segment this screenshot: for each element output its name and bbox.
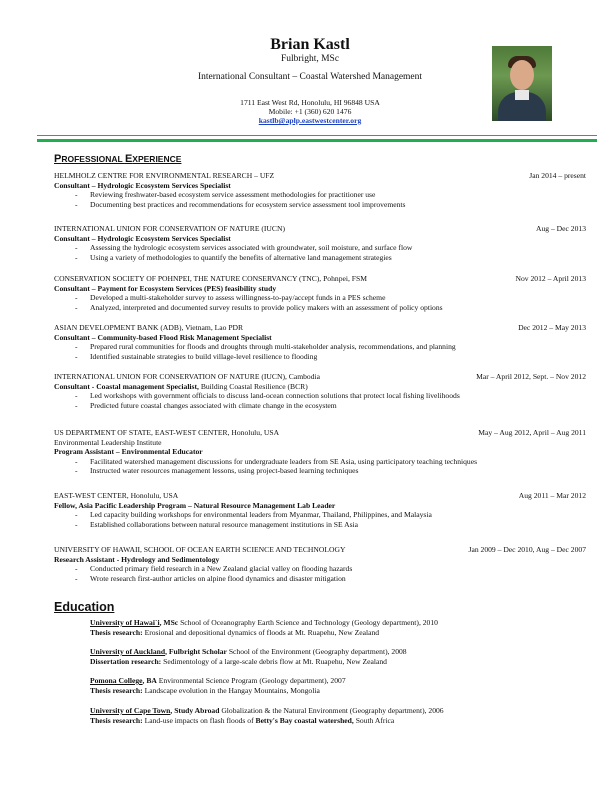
school-name: University of Hawai`i: [90, 618, 160, 627]
school-name: University of Cape Town: [90, 706, 171, 715]
degree: , Fulbright Scholar: [165, 647, 227, 656]
bullet-item: - Facilitated watershed management discussions for undergraduate leaders from SE Asia, using participatory teaching techniques: [54, 457, 586, 467]
research-label: Dissertation research:: [90, 656, 162, 666]
bullet-item: - Prepared rural communities for floods and droughts through multi-stakeholder analysis, recommendations, and planning: [54, 342, 586, 352]
research-detail: Erosional and depositional dynamics of floods at Mt. Ruapehu, New Zealand: [142, 627, 380, 637]
organization: CONSERVATION SOCIETY OF POHNPEI, THE NATURE CONSERVANCY (TNC), Pohnpei, FSM: [54, 274, 367, 283]
school-name: University of Auckland: [90, 647, 166, 656]
education-entry: [90, 618, 590, 637]
experience-entry: [54, 491, 586, 529]
experience-entry: [54, 224, 586, 262]
bullet-item: - Led workshops with government officials to discuss land-ocean connection solutions that protect local fishing livelihoods: [54, 391, 586, 401]
degree: , BA: [142, 676, 157, 685]
divider-thin: [37, 135, 597, 136]
dates: Jan 2009 – Dec 2010, Aug – Dec 2007: [468, 545, 586, 554]
research-detail: Landscape evolution in the Hangay Mountains, Mongolia: [142, 685, 320, 695]
dates: Mar – April 2012, Sept. – Nov 2012: [476, 372, 586, 381]
dates: Nov 2012 – April 2013: [515, 274, 586, 283]
research-label: Thesis research:: [90, 627, 143, 637]
organization: ASIAN DEVELOPMENT BANK (ADB), Vietnam, Lao PDR: [54, 323, 244, 332]
organization: INTERNATIONAL UNION FOR CONSERVATION OF NATURE (IUCN): [54, 224, 285, 233]
bullet-item: - Wrote research first-author articles on alpine flood dynamics and disaster mitigation: [54, 574, 586, 584]
program: School of the Environment (Geography department), 2008: [226, 647, 407, 656]
bullet-list: [54, 243, 586, 262]
role-suffix: Building Coastal Resilience (BCR): [198, 381, 308, 391]
dates: Aug – Dec 2013: [536, 224, 586, 233]
bullet-item: - Predicted future coastal changes associated with climate change in the ecosystem: [54, 401, 586, 411]
bullet-item: - Conducted primary field research in a New Zealand glacial valley on flooding hazards: [54, 564, 586, 574]
program: School of Oceanography Earth Science and Technology (Geology department), 2010: [178, 618, 438, 627]
program: Globalization & the Natural Environment (Geography department), 2006: [219, 706, 444, 715]
experience-entry: [54, 545, 586, 583]
role-title: Program Assistant – Environmental Educator: [54, 447, 203, 457]
dates: Dec 2012 – May 2013: [518, 323, 586, 332]
education-entry: [90, 647, 590, 666]
role-title: Consultant – Hydrologic Ecosystem Services Specialist: [54, 180, 231, 190]
bullet-item: - Documenting best practices and recommendations for ecosystem service assessment tool improvements: [54, 200, 586, 210]
research-detail: Land-use impacts on flash floods of: [142, 715, 256, 725]
bullet-list: [54, 510, 586, 529]
mobile-phone: Mobile: +1 (360) 620 1476: [268, 107, 352, 116]
bullet-item: - Analyzed, interpreted and documented survey results to provide policy makers with an assessment of policy options: [54, 303, 586, 313]
email-link[interactable]: kastlb@aplp.eastwestcenter.org: [258, 116, 362, 125]
bullet-list: [54, 342, 586, 361]
program-name: Environmental Leadership Institute: [54, 437, 162, 447]
divider-thick: [37, 139, 597, 142]
bullet-list: [54, 391, 586, 410]
dates: Aug 2011 – Mar 2012: [518, 491, 586, 500]
research-label: Thesis research:: [90, 685, 143, 695]
bullet-item: - Led capacity building workshops for environmental leaders from Myanmar, Thailand, Philippines, and Malaysia: [54, 510, 586, 520]
dates: Jan 2014 – present: [529, 171, 586, 180]
dates: May – Aug 2012, April – Aug 2011: [478, 428, 586, 437]
organization: HELMHOLZ CENTRE FOR ENVIRONMENTAL RESEARCH – UFZ: [54, 171, 275, 180]
bullet-item: - Established collaborations between natural resource management institutions in SE Asia: [54, 520, 586, 530]
address: 1711 East West Rd, Honolulu, HI 96848 USA: [240, 98, 380, 107]
headline: International Consultant – Coastal Watershed Management: [197, 72, 423, 82]
section-heading-experience: PROFESSIONAL EXPERIENCE: [54, 153, 182, 165]
bullet-list: [54, 190, 586, 209]
school-name: Pomona College: [90, 676, 143, 685]
experience-entry: [54, 274, 586, 312]
credentials: Fulbright, MSc: [280, 54, 340, 64]
research-label: Thesis research:: [90, 715, 143, 725]
bullet-item: - Using a variety of methodologies to quantify the benefits of alternative land management strategies: [54, 253, 586, 263]
role-title: Consultant – Payment for Ecosystem Services (PES) feasibility study: [54, 283, 277, 293]
education-entry: [90, 676, 590, 695]
experience-entry: [54, 323, 586, 361]
experience-entry: [54, 372, 586, 410]
section-heading-education: Education: [54, 600, 115, 614]
organization: UNIVERSITY OF HAWAII, SCHOOL OF OCEAN EARTH SCIENCE AND TECHNOLOGY: [54, 545, 346, 554]
organization: INTERNATIONAL UNION FOR CONSERVATION OF NATURE (IUCN), Cambodia: [54, 372, 321, 381]
bullet-list: [54, 457, 586, 476]
role-title: Research Assistant - Hydrology and Sedimentology: [54, 554, 220, 564]
education-entry: [90, 706, 590, 725]
role-title: Consultant – Hydrologic Ecosystem Services Specialist: [54, 233, 231, 243]
bullet-item: - Assessing the hydrologic ecosystem services associated with groundwater, soil moisture, and surface flow: [54, 243, 586, 253]
candidate-name: Brian Kastl: [270, 36, 350, 53]
role-title: Fellow, Asia Pacific Leadership Program – Natural Resource Management Lab Leader: [54, 500, 336, 510]
experience-entry: [54, 171, 586, 209]
experience-entry: [54, 428, 586, 476]
bullet-item: - Identified sustainable strategies to build village-level resilience to flooding: [54, 352, 586, 362]
role-title: Consultant – Community-based Flood Risk Management Specialist: [54, 332, 272, 342]
degree: , Study Abroad: [170, 706, 220, 715]
role-title: Consultant - Coastal management Specialist,: [54, 381, 199, 391]
research-detail-bold: Betty's Bay coastal watershed,: [255, 715, 354, 725]
bullet-list: [54, 564, 586, 583]
bullet-list: [54, 293, 586, 312]
research-detail: Sedimentology of a large-scale debris flow at Mt. Ruapehu, New Zealand: [161, 656, 387, 666]
organization: US DEPARTMENT OF STATE, EAST-WEST CENTER, Honolulu, USA: [54, 428, 280, 437]
research-detail-end: South Africa: [353, 715, 395, 725]
bullet-item: - Reviewing freshwater-based ecosystem service assessment methodologies for practitioner use: [54, 190, 586, 200]
program: Environmental Science Program (Geology department), 2007: [156, 676, 346, 685]
bullet-item: - Instructed water resources management lessons, using project-based learning techniques: [54, 466, 586, 476]
bullet-item: - Developed a multi-stakeholder survey to assess willingness-to-pay/accept funds in a PES scheme: [54, 293, 586, 303]
organization: EAST-WEST CENTER, Honolulu, USA: [54, 491, 179, 500]
degree: , MSc: [159, 618, 179, 627]
profile-photo: [492, 46, 552, 121]
